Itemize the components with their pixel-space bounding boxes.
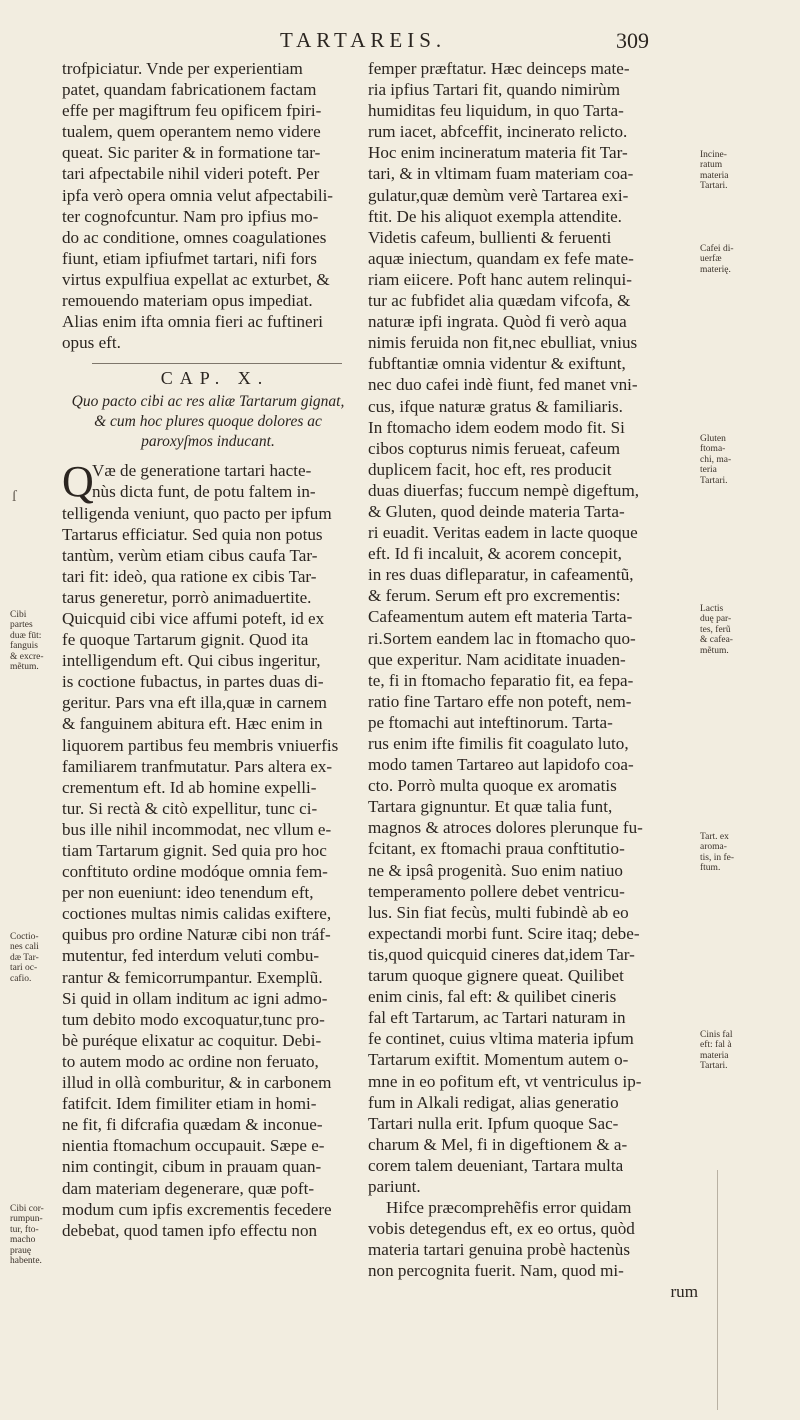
- margin-note-line: Tartari.: [700, 1061, 728, 1072]
- text-line: pe ftomachi aut inteftinorum. Tarta-: [368, 712, 613, 732]
- margin-note-line: Lactis: [700, 604, 724, 614]
- margin-note-line: tari oc-: [10, 963, 38, 974]
- margin-note-line: teria: [700, 465, 717, 476]
- text-line: Tartara gignuntur. Et quæ talia funt,: [368, 797, 613, 817]
- ink-mark: ſ: [12, 488, 17, 505]
- chapter-opening: [62, 457, 348, 507]
- margin-note-line: mẽtum.: [10, 661, 39, 672]
- text-line: virtus expulfiua expellat ac exturbet, &: [62, 269, 330, 289]
- text-line: crementum eft. Id ab homine expelli-: [62, 777, 317, 797]
- chapter-title-line: paroxyſmos inducant.: [141, 433, 275, 451]
- text-line: tari fit: ideò, qua ratione ex cibis Tar-: [62, 566, 317, 586]
- text-line: is coctione fubactus, in partes duas di-: [62, 672, 324, 692]
- text-line: aquæ iniectum, quandam ex fefe mate-: [368, 248, 634, 268]
- text-line: familiarem tranfmutatur. Pars altera ex-: [62, 756, 333, 776]
- text-line: ratio fine Tartaro effe non poteft, nem-: [368, 691, 632, 711]
- text-line: nim contingit, cibum in prauam quan-: [62, 1157, 322, 1177]
- text-line: tis,quod quicquid cineres dat,idem Tar-: [368, 944, 635, 964]
- text-line: & Gluten, quod deinde materia Tarta-: [368, 501, 625, 521]
- text-line: mutentur, fed interdum veluti combu-: [62, 946, 320, 966]
- margin-note-line: habente.: [10, 1255, 42, 1266]
- text-line: ipfa verò opera omnia velut afpectabili-: [62, 185, 334, 205]
- text-line: geritur. Pars vna eft illa,quæ in carnem: [62, 693, 327, 713]
- text-line: ne & ipsâ progenità. Suo enim natiuo: [368, 860, 623, 880]
- dropcap-lines: [62, 457, 348, 507]
- margin-note-line: Coctio-: [10, 932, 39, 942]
- margin-note-line: & excre-: [10, 651, 44, 662]
- margin-note-incineratum: [700, 150, 728, 192]
- text-line: tualem, quem operantem nemo videre: [62, 122, 321, 142]
- text-line: & fanguinem abitura eft. Hæc enim in: [62, 714, 323, 734]
- margin-note-line: duæ fūt:: [10, 630, 42, 641]
- text-line: & ferum. Serum eft pro excrementis:: [368, 586, 621, 606]
- margin-note-line: Tart. ex: [700, 832, 729, 842]
- margin-note-cafei: [700, 244, 734, 275]
- text-line: ria ipfius Tartari fit, quando nimirùm: [368, 80, 620, 100]
- text-line: cus, ifque naturæ gratus & familiaris.: [368, 396, 623, 416]
- text-line: Tartari nulla erit. Ipfum quoque Sac-: [368, 1113, 619, 1133]
- text-line: bus ille nihil incommodat, nec vllum e-: [62, 819, 332, 839]
- text-line: Hoc enim incineratum materia fit Tar-: [368, 143, 628, 163]
- text-line: tari afpectabile nihil videri poteft. Per: [62, 164, 320, 184]
- text-line: patet, quandam fabricationem factam: [62, 80, 317, 100]
- margin-note-line: duę par-: [700, 614, 732, 625]
- text-line: trofpiciatur. Vnde per experientiam: [62, 59, 303, 78]
- text-line: fcitant, ex ftomachi praua conftitutio-: [368, 839, 625, 859]
- text-line: tur ac fubfidet alia quædam vifcofa, &: [368, 291, 631, 311]
- margin-note-line: tis, in fe-: [700, 852, 735, 863]
- margin-note-line: mẽtum.: [700, 645, 729, 656]
- margin-note-line: tes, ferũ: [700, 624, 731, 635]
- text-line: fal eft Tartarum, ac Tartari naturam in: [368, 1008, 626, 1028]
- margin-note-line: tur, fto-: [10, 1224, 39, 1235]
- margin-note-line: ftum.: [700, 863, 721, 874]
- margin-note-lactis: [700, 604, 733, 656]
- margin-note-line: aroma-: [700, 842, 727, 853]
- text-line: Tartarus efficiatur. Sed quia non potus: [62, 524, 323, 544]
- text-line: Videtis cafeum, bullienti & feruenti: [368, 227, 612, 247]
- chapter-title: [62, 392, 348, 452]
- text-line: Væ de generatione tartari hacte-: [92, 461, 312, 481]
- text-line: remouendo materiam opus impediat.: [62, 291, 313, 311]
- text-line: mne in eo pofitum eft, vt ventriculus ip-: [368, 1071, 642, 1091]
- text-line: telligenda veniunt, quo pacto per ipfum: [62, 503, 332, 523]
- text-line: non percognita fuerit. Nam, quod mi-: [368, 1261, 624, 1281]
- text-line: rum: [670, 1282, 698, 1302]
- text-line: te, fi in ftomacho feparatio fit, ea fepa-: [368, 670, 634, 690]
- text-line: liquorem partibus feu membris vniuerfis: [62, 735, 339, 755]
- text-line: Si quid in ollam inditum ac igni admo-: [62, 988, 328, 1008]
- margin-note-line: Tartari.: [700, 475, 728, 486]
- text-line: intelligendum eft. Qui cibus ingeritur,: [62, 651, 321, 671]
- text-line: pariunt.: [368, 1176, 421, 1196]
- margin-note-line: Tartari.: [700, 181, 728, 192]
- text-line: enim cinis, fal eft: & quilibet cineris: [368, 987, 617, 1007]
- text-line: fe continet, cuius vltima materia ipfum: [368, 1029, 634, 1049]
- text-line: humiditas feu liquidum, in quo Tarta-: [368, 101, 624, 121]
- left-paragraph-body: [62, 503, 348, 1241]
- text-line: eft. Id fi incaluit, & acorem concepit,: [368, 544, 622, 564]
- text-line: femper præftatur. Hæc deinceps mate-: [368, 59, 630, 78]
- text-line: cibos copturus nimis ferueat, cafeum: [368, 438, 621, 458]
- margin-note-line: materię.: [700, 264, 731, 275]
- chapter-title-line: & cum hoc plures quoque dolores ac: [94, 413, 322, 431]
- running-head: TARTAREIS.: [280, 28, 447, 52]
- text-line: per non eueniunt: ideo tenendum eft,: [62, 883, 314, 903]
- chapter-title-line: Quo pacto cibi ac res aliæ Tartarum gignat,: [71, 393, 345, 411]
- text-line: Cafeamentum autem eft materia Tarta-: [368, 607, 633, 627]
- margin-note-cibi-partes: [10, 610, 44, 672]
- text-line: materia tartari genuina probè hactenùs: [368, 1240, 630, 1260]
- text-line: ftit. De his aliquot exempla attendite.: [368, 206, 622, 226]
- text-line: queat. Sic pariter & in formatione tar-: [62, 143, 321, 163]
- text-line: fiunt, etiam ipfiufmet tartari, nifi fors: [62, 248, 317, 268]
- text-line: Quicquid cibi vice affumi poteft, id ex: [62, 608, 325, 628]
- chapter-heading: CAP. X.: [160, 368, 270, 389]
- left-column: [62, 58, 348, 1241]
- text-line: Alias enim ifta omnia fieri ac fuftineri: [62, 312, 324, 332]
- text-line: rum iacet, abfceffit, incinerato relicto.: [368, 122, 628, 142]
- text-line: nec duo cafei indè fiunt, fed manet vni-: [368, 375, 638, 395]
- text-line: charum & Mel, fi in digeftionem & a-: [368, 1134, 628, 1154]
- text-line: tur. Si rectà & citò expellitur, tunc ci-: [62, 798, 318, 818]
- text-line: nùs dicta funt, de potu faltem in-: [92, 482, 316, 502]
- left-paragraph-top: [62, 58, 348, 353]
- margin-note-line: materia: [700, 1050, 729, 1061]
- text-line: vobis detegendus eft, ex eo ortus, quòd: [368, 1219, 635, 1239]
- margin-note-line: cafio.: [10, 973, 32, 984]
- text-line: coctiones multas nimis calidas exiftere,: [62, 904, 332, 924]
- text-line: tum debito modo excoquatur,tunc pro-: [62, 1009, 325, 1029]
- text-line: ne fit, fi difcrafia quædam & inconue-: [62, 1115, 323, 1135]
- text-line: fubftantiæ omnia videntur & exiftunt,: [368, 354, 626, 374]
- margin-note-line: Cibi cor-: [10, 1204, 44, 1214]
- text-line: magnos & atroces dolores plerunque fu-: [368, 818, 643, 838]
- text-line: rantur & femicorrumpantur. Exemplũ.: [62, 967, 323, 987]
- margin-note-cibi-corr: [10, 1204, 44, 1266]
- text-line: conftituto ordine modóque omnia fem-: [62, 862, 328, 882]
- margin-note-line: chi, ma-: [700, 454, 732, 465]
- text-line: expectandi morbi funt. Scire itaq; debe-: [368, 923, 640, 943]
- text-line: ri euadit. Veritas eadem in lacte quoque: [368, 523, 638, 543]
- text-line: fum in Alkali redigat, alias generatio: [368, 1092, 619, 1112]
- text-line: modo tamen Tartareo aut lapidofo coa-: [368, 755, 634, 775]
- text-line: naturæ ipfi ingrata. Quòd fi verò aqua: [368, 312, 627, 332]
- text-line: cto. Porrò multa quoque ex aromatis: [368, 776, 617, 796]
- text-line: tarum quoque gignere queat. Quilibet: [368, 966, 624, 986]
- section-rule: [92, 353, 342, 364]
- margin-note-line: fanguis: [10, 641, 38, 652]
- margin-note-line: Cafei di-: [700, 244, 734, 254]
- text-line: lus. Sin fiat fecùs, multi fubindè ab eo: [368, 902, 629, 922]
- text-line: debebat, quod tamen ipfo effectu non: [62, 1220, 318, 1240]
- margin-note-line: materia: [700, 170, 729, 181]
- margin-note-line: uerfæ: [700, 254, 722, 265]
- text-line: riam eiicere. Poft hanc autem relinqui-: [368, 269, 632, 289]
- text-line: corem talem deueniant, Tartara multa: [368, 1155, 624, 1175]
- margin-note-line: nes cali: [10, 942, 39, 953]
- text-line: que experitur. Nam aciditate inuaden-: [368, 649, 626, 669]
- text-line: bè puréque elixatur ac coquitur. Debi-: [62, 1030, 322, 1050]
- text-line: nimis feruida non fit,nec ebulliat, vnius: [368, 333, 638, 353]
- margin-note-cinis: [700, 1030, 732, 1072]
- text-line: tari, & in vltimam fuam materiam coa-: [368, 164, 634, 184]
- page-number: 309: [616, 28, 649, 53]
- text-line: tiam Tartarum gignit. Sed quia pro hoc: [62, 841, 327, 860]
- text-line: illud in ollà comburitur, & in carbonem: [62, 1073, 332, 1093]
- text-line: quibus pro ordine Naturæ cibi non tráf-: [62, 925, 331, 945]
- page-edge-line: [717, 1170, 718, 1410]
- margin-note-coctio: [10, 932, 39, 984]
- text-line: Tartarum exiftit. Momentum autem o-: [368, 1050, 629, 1070]
- right-column: [368, 58, 698, 1303]
- text-line: gulatur,quæ demùm verè Tartarea exi-: [368, 185, 629, 205]
- text-line: in res duas difleparatur, in cafeamentũ,: [368, 565, 634, 585]
- text-line: modum cum ipfis excrementis fecedere: [62, 1199, 332, 1219]
- margin-note-line: & cafea-: [700, 635, 733, 646]
- margin-note-line: Cibi: [10, 610, 27, 620]
- text-line: ter cognofcuntur. Nam pro ipfius mo-: [62, 206, 319, 226]
- text-line: effe per magiftrum feu opificem fpiri-: [62, 101, 322, 121]
- text-line: tarus generetur, porrò animaduertite.: [62, 587, 312, 607]
- margin-note-line: prauę: [10, 1245, 32, 1256]
- text-line: opus eft.: [62, 333, 121, 353]
- margin-note-line: macho: [10, 1235, 36, 1246]
- text-line: Hifce præcomprehẽfis error quidam: [386, 1198, 632, 1218]
- text-line: temperamento pollere debet ventricu-: [368, 881, 625, 901]
- text-line: tantùm, verùm etiam cibus caufa Tar-: [62, 545, 318, 565]
- margin-note-line: dæ Tar-: [10, 952, 39, 963]
- margin-note-line: eft: fal à: [700, 1040, 732, 1051]
- margin-note-gluten: [700, 434, 731, 486]
- text-line: fe quoque Tartarum gignit. Quod ita: [62, 630, 309, 650]
- text-line: to autem modo ac ordine non feruato,: [62, 1051, 319, 1071]
- margin-note-line: rumpun-: [10, 1214, 43, 1225]
- margin-note-line: partes: [10, 620, 33, 631]
- text-line: dam materiam degenerare, quæ poft-: [62, 1178, 315, 1198]
- margin-note-line: Gluten: [700, 434, 726, 444]
- drop-capital: Q: [62, 457, 94, 507]
- text-line: duplicem facit, hoc eft, res producit: [368, 459, 612, 479]
- text-line: fatifcit. Idem fimiliter etiam in homi-: [62, 1094, 317, 1114]
- text-line: ri.Sortem eandem lac in ftomacho quo-: [368, 628, 636, 648]
- margin-note-line: ftoma-: [700, 444, 726, 455]
- margin-note-line: ratum: [700, 160, 723, 171]
- margin-note-line: Cinis fal: [700, 1030, 733, 1040]
- margin-note-tart-ex: [700, 832, 734, 874]
- text-line: nientia ftomachum occupauit. Sæpe e-: [62, 1136, 325, 1156]
- text-line: rus enim ifte fimilis fit coagulato luto,: [368, 734, 629, 753]
- margin-note-line: Incine-: [700, 150, 727, 160]
- text-line: duas diuerfas; fuccum nempè digeftum,: [368, 480, 640, 500]
- text-line: In ftomacho idem eodem modo fit. Si: [368, 417, 625, 437]
- text-line: do ac conditione, omnes coagulationes: [62, 227, 327, 247]
